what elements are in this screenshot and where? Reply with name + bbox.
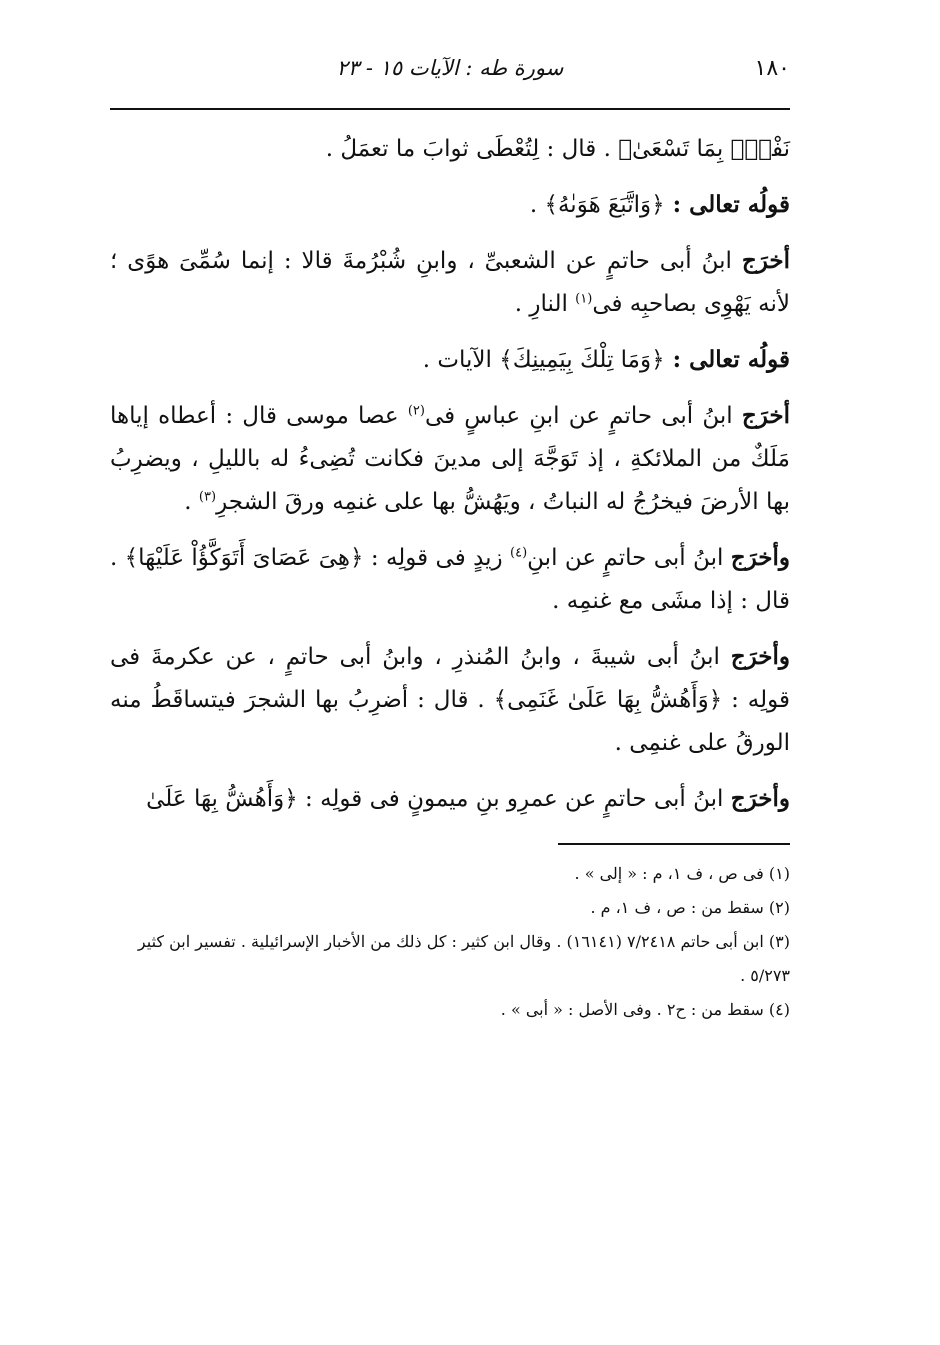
paragraph-5 [110,394,790,524]
verse-heading-suffix: الآيات . [422,347,500,373]
footnote-ref-2: (٢) [407,403,425,419]
lead-word: وأخرَج [730,785,790,812]
footnote-rule [558,843,790,845]
lead-word: وأخرَج [730,643,790,670]
running-title: سورة طه : الآيات ١٥ - ٢٣ [336,56,564,80]
footnotes [110,857,790,1027]
footnote-4: (٤) سقط من : ح٢ . وفى الأصل : « أبى » . [500,1000,790,1019]
footnote-1: (١) فى ص ، ف ١، م : « إلى » . [574,864,790,883]
lead-word: أخرَج [741,402,791,429]
verse-heading-label: قولُه تعالى : [672,191,790,218]
footnote-ref-3: (٣) [198,489,217,505]
footnote-ref-1: (١) [575,291,593,307]
verse-heading-label: قولُه تعالى : [672,346,790,373]
lead-word: أخرَج [741,247,790,274]
footnote-3: (٣) ابن أبى حاتم ٧/٢٤١٨ (١٦١٤١) . وقال ابن كثير : كل ذلك من الأخبار الإسرائيلية . تفسير ابن كثير ٥/٢٧٣ . [137,932,790,985]
book-page [110,56,790,1027]
paragraph-text: زيدٍ فى قولِه : ﴿هِىَ عَصَاىَ أَتَوَكَّؤُاْ عَلَيْهَا﴾ . قال : إذا مشَى مع غنمِه . [110,545,790,614]
paragraph-text: . [184,489,199,515]
paragraph-text: ابنُ أبى حاتمٍ عن الشعبىِّ ، وابنِ شُبْرُمةَ قالا : إنما سُمِّىَ هوًى ؛ لأنه يَهْوِى بصاحبِه فى [110,248,790,317]
verse-heading-suffix: . [529,192,545,218]
paragraph-8 [110,777,790,821]
paragraph-6 [110,536,790,623]
header-rule [110,108,790,110]
quran-quote: ﴿وَاتَّبَعَ هَوَىٰهُ﴾ [544,192,665,218]
paragraph-text: ابنُ أبى شيبةَ ، وابنُ المُنذرِ ، وابنُ أبى حاتمٍ ، عن عكرمةَ فى قولِه : ﴿وَأَهُشُّ بِهَا عَلَىٰ غَنَمِى﴾ . قال : أضرِبُ بها الشجرَ فيتساقَطُ منه الورقُ على غنمِى . [110,644,790,756]
paragraph-text: النارِ . [514,291,576,317]
paragraph-7 [110,635,790,765]
paragraph-text: عصا موسى قال : أعطاه إياها مَلَكٌ من الملائكةِ ، إذ تَوَجَّهَ إلى مدينَ فكانت تُضِىءُ له بالليلِ ، ويضرِبُ بها الأرضَ فيخرُجُ له النباتُ ، ويَهُشُّ بها على غنمِه ورقَ الشجرِ [110,403,790,515]
paragraph-text: ابنُ أبى حاتمٍ عن ابنِ عباسٍ فى [424,403,742,429]
running-header [110,56,790,96]
footnote-2: (٢) سقط من : ص ، ف ١، م . [590,898,790,917]
paragraph-text: ابنُ أبى حاتمٍ عن عمرِو بنِ ميمونٍ فى قولِه : ﴿وَأَهُشُّ بِهَا عَلَىٰ [146,786,731,812]
quran-quote: ﴿وَمَا تِلْكَ بِيَمِينِكَ﴾ [499,347,665,373]
paragraph-3 [110,239,790,326]
footnote-ref-4: (٤) [510,545,528,561]
paragraph-text: ابنُ أبى حاتمٍ عن ابنِ [527,545,731,571]
page-number: ١٨٠ [754,56,790,81]
paragraph-1: نَفْسِۭ بِمَا تَسْعَىٰ﴾ . قال : لِتُعْطَى ثوابَ ما تعمَلُ . [325,136,790,162]
verse-heading-2 [110,338,790,382]
main-text [110,128,790,821]
verse-heading-1 [110,183,790,227]
lead-word: وأخرَج [730,544,790,571]
